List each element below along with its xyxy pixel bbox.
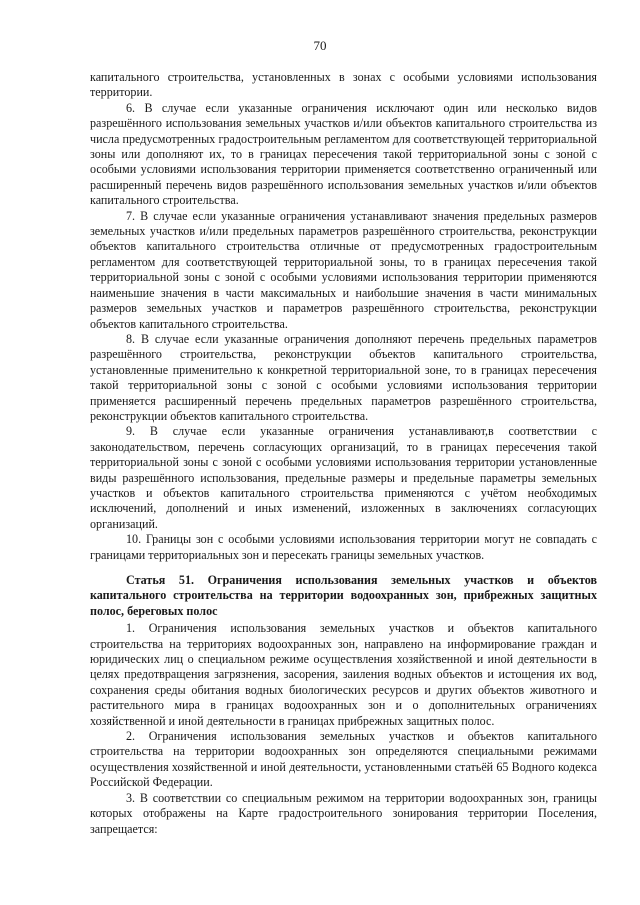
paragraph-article-item-3: 3. В соответствии со специальным режимом на территории водоохранных зон, границы которых отображены на Карте градостроительного зонирования территории Поселения, запрещается: (90, 790, 597, 836)
paragraph-item-9: 9. В случае если указанные ограничения устанавливают,в соответствии с законодательством, перечень согласующих организаций, то в границах пересечения такой территориальной зоны с зоной с особыми условиями использования территории установленные виды разрешённого использования, предельные размеры и предельные параметры земельных участков и объектов капитального строительства применяются с учётом необходимых исключений, дополнений и иных изменений, изложенных в заключениях согласующих организаций. (90, 424, 597, 531)
article-heading: Статья 51. Ограничения использования земельных участков и объектов капитального строительства на территории водоохранных зон, прибрежных защитных полос, береговых полос (90, 573, 597, 618)
paragraph-item-8: 8. В случае если указанные ограничения дополняют перечень предельных параметров разрешённого строительства, реконструкции объектов капитального строительства, установленные применительно к конкретной территориальной зоне, то в границах пересечения такой территориальной зоны с зоной с особыми условиями использования территории применяется расширенный перечень предельных параметров разрешённого строительства, реконструкции объектов капитального строительства. (90, 331, 597, 423)
paragraph-item-10: 10. Границы зон с особыми условиями использования территории могут не совпадать с границами территориальных зон и пересекать границы земельных участков. (90, 532, 597, 562)
paragraph-article-item-1: 1. Ограничения использования земельных участков и объектов капитального строительства на территориях водоохранных зон, направлено на информирование граждан и юридических лиц о специальном режиме осуществления хозяйственной и иной деятельности в целях предотвращения загрязнения, засорения, заиления водных объектов и истощения их вод, сохранения среды обитания водных биологических ресурсов и других объектов животного и растительного мира в границах водоохранных зон и о дополнительных ограничениях хозяйственной и иной деятельности в границах прибрежных защитных полос. (90, 621, 597, 728)
page-number: 70 (313, 38, 327, 53)
paragraph-article-item-2: 2. Ограничения использования земельных участков и объектов капитального строительства на территории водоохранных зон определяются специальными режимами осуществления хозяйственной и иной деятельности, установленными статьёй 65 Водного кодекса Российской Федерации. (90, 729, 597, 790)
page-content (90, 70, 597, 837)
paragraph-item-6: 6. В случае если указанные ограничения исключают один или несколько видов разрешённого использования земельных участков и/или объектов капитального строительства из числа предусмотренных градостроительным регламентом для соответствующей территориальной зоны или дополняют их, то в границах пересечения такой территориальной зоны с зоной с особыми условиями использования территории применяется соответственно ограниченный или расширенный перечень видов разрешённого использования земельных участков и/или объектов капитального строительства. (90, 100, 597, 208)
paragraph-continuation: капитального строительства, установленных в зонах с особыми условиями использования территории. (90, 70, 597, 100)
paragraph-item-7: 7. В случае если указанные ограничения устанавливают значения предельных размеров земельных участков и/или предельных параметров разрешённого строительства, реконструкции объектов капитального строительства отличные от предусмотренных градостроительным регламентом для соответствующей территориальной зоны, то в границах пересечения такой территориальной зоны с зоной с особыми условиями использования территории применяются наименьшие значения в части максимальных и наибольшие значения в части минимальных размеров земельных участков и параметров разрешённого строительства, реконструкции объектов капитального строительства. (90, 208, 597, 331)
